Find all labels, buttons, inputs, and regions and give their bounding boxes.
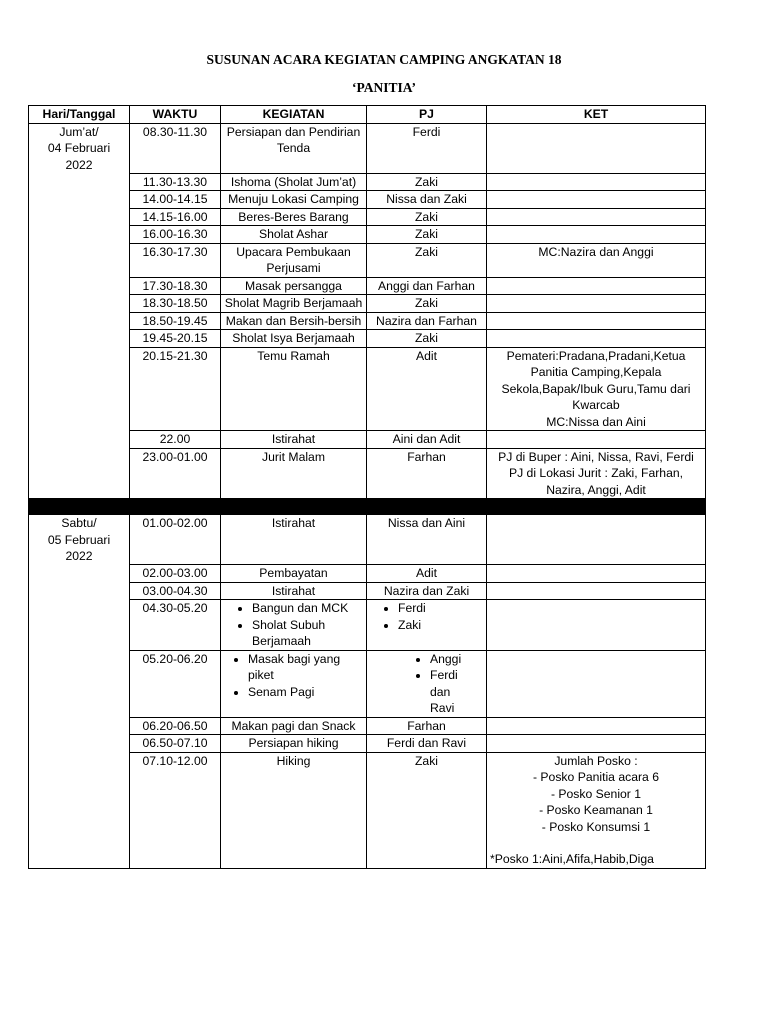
waktu-cell: 23.00-01.00 — [130, 448, 221, 499]
waktu-cell: 03.00-04.30 — [130, 582, 221, 600]
pj-cell: Zaki — [367, 173, 487, 191]
ket-cell — [487, 347, 706, 431]
day2-date: 05 Februari — [47, 532, 111, 547]
table-row — [29, 191, 706, 209]
document-subtitle: ‘PANITIA’ — [352, 80, 416, 95]
pj-list — [370, 651, 483, 717]
ket-pj-buper: PJ di Buper : Aini, Nissa, Ravi, Ferdi — [498, 449, 694, 464]
header-pj: PJ — [367, 106, 487, 124]
ket-cell — [487, 226, 706, 244]
kegiatan-cell: Istirahat — [221, 582, 367, 600]
pj-cell: Adit — [367, 565, 487, 583]
table-row — [29, 448, 706, 499]
day2-label-cell — [29, 515, 130, 869]
pj-cell: Farhan — [367, 448, 487, 499]
ket-cell — [487, 208, 706, 226]
header-hari-tanggal: Hari/Tanggal — [29, 106, 130, 124]
ket-cell — [487, 515, 706, 565]
kegiatan-cell: Makan pagi dan Snack — [221, 717, 367, 735]
pj-cell — [367, 650, 487, 717]
kegiatan-cell: Sholat Isya Berjamaah — [221, 330, 367, 348]
ket-cell — [487, 431, 706, 449]
kegiatan-cell: Istirahat — [221, 431, 367, 449]
pj-cell: Nissa dan Aini — [367, 515, 487, 565]
pj-cell: Farhan — [367, 717, 487, 735]
table-row — [29, 123, 706, 173]
kegiatan-cell: Makan dan Bersih-bersih — [221, 312, 367, 330]
ket-cell — [487, 717, 706, 735]
table-row — [29, 431, 706, 449]
ket-pj-jurit: PJ di Lokasi Jurit : Zaki, Farhan, Nazira, Anggi, Adit — [508, 466, 684, 497]
ket-cell — [487, 752, 706, 868]
waktu-cell: 05.20-06.20 — [130, 650, 221, 717]
waktu-cell: 18.50-19.45 — [130, 312, 221, 330]
waktu-cell: 22.00 — [130, 431, 221, 449]
waktu-cell: 04.30-05.20 — [130, 600, 221, 651]
ket-posko-note: *Posko 1:Aini,Afifa,Habib,Diga — [490, 852, 654, 866]
kegiatan-cell: Persiapan dan Pendirian Tenda — [221, 123, 367, 173]
ket-cell — [487, 448, 706, 499]
kegiatan-cell: Temu Ramah — [221, 347, 367, 431]
waktu-cell: 11.30-13.30 — [130, 173, 221, 191]
ket-pemateri: Pemateri:Pradana,Pradani,Ketua Panitia Camping,Kepala Sekola,Bapak/Ibuk Guru,Tamu dari Kwarcab — [501, 348, 691, 412]
ket-cell: MC:Nazira dan Anggi — [487, 243, 706, 277]
waktu-cell: 14.00-14.15 — [130, 191, 221, 209]
kegiatan-cell: Istirahat — [221, 515, 367, 565]
separator-bar — [29, 499, 706, 515]
table-row — [29, 582, 706, 600]
pj-cell: Aini dan Adit — [367, 431, 487, 449]
table-row — [29, 565, 706, 583]
pj-cell: Anggi dan Farhan — [367, 277, 487, 295]
pj-cell: Ferdi — [367, 123, 487, 173]
ket-cell — [487, 330, 706, 348]
ket-cell — [487, 312, 706, 330]
kegiatan-cell: Sholat Magrib Berjamaah — [221, 295, 367, 313]
kegiatan-cell — [221, 600, 367, 651]
day1-label: Jum’at/ — [59, 124, 99, 139]
list-item: • Sholat Subuh Berjamaah — [252, 617, 363, 650]
waktu-cell: 17.30-18.30 — [130, 277, 221, 295]
list-item: • Ferdi dan Ravi — [430, 667, 443, 717]
table-row — [29, 243, 706, 277]
table-row — [29, 600, 706, 651]
list-item: • Zaki — [398, 617, 483, 634]
header-ket: KET — [487, 106, 706, 124]
day1-year: 2022 — [65, 157, 93, 172]
waktu-cell: 16.30-17.30 — [130, 243, 221, 277]
pj-cell: Zaki — [367, 295, 487, 313]
ket-posko-line: - Posko Konsumsi 1 — [541, 819, 651, 834]
pj-cell: Zaki — [367, 752, 487, 868]
header-waktu: WAKTU — [130, 106, 221, 124]
waktu-cell: 20.15-21.30 — [130, 347, 221, 431]
ket-mc: MC:Nissa dan Aini — [546, 414, 646, 429]
ket-cell — [487, 191, 706, 209]
pj-cell — [367, 600, 487, 651]
ket-cell — [487, 650, 706, 717]
ket-posko-line: - Posko Panitia acara 6 — [532, 770, 659, 784]
day2-label: Sabtu/ — [61, 516, 97, 530]
ket-cell — [487, 277, 706, 295]
kegiatan-cell: Upacara Pembukaan Perjusami — [221, 243, 367, 277]
list-item: • Anggi — [430, 651, 443, 668]
table-header-row — [29, 106, 706, 124]
ket-posko-heading: Jumlah Posko : — [554, 753, 638, 768]
waktu-cell: 18.30-18.50 — [130, 295, 221, 313]
waktu-cell: 16.00-16.30 — [130, 226, 221, 244]
waktu-cell: 07.10-12.00 — [130, 752, 221, 868]
kegiatan-list — [224, 651, 363, 701]
ket-cell — [487, 582, 706, 600]
waktu-cell: 14.15-16.00 — [130, 208, 221, 226]
table-row — [29, 226, 706, 244]
pj-cell: Zaki — [367, 330, 487, 348]
pj-list — [370, 600, 483, 633]
pj-cell: Zaki — [367, 208, 487, 226]
ket-cell — [487, 565, 706, 583]
ket-cell — [487, 173, 706, 191]
table-row — [29, 173, 706, 191]
table-row — [29, 717, 706, 735]
pj-cell: Zaki — [367, 226, 487, 244]
ket-cell — [487, 735, 706, 753]
kegiatan-list — [224, 600, 363, 650]
waktu-cell: 19.45-20.15 — [130, 330, 221, 348]
kegiatan-cell: Sholat Ashar — [221, 226, 367, 244]
table-row — [29, 650, 706, 717]
schedule-table — [28, 105, 706, 869]
kegiatan-cell: Menuju Lokasi Camping — [221, 191, 367, 209]
day1-date: 04 Februari — [47, 141, 111, 155]
table-row — [29, 735, 706, 753]
table-row — [29, 330, 706, 348]
waktu-cell: 08.30-11.30 — [130, 123, 221, 173]
ket-cell — [487, 295, 706, 313]
document-title: SUSUNAN ACARA KEGIATAN CAMPING ANGKATAN 18 — [206, 52, 562, 67]
ket-cell — [487, 600, 706, 651]
table-row — [29, 312, 706, 330]
pj-cell: Nissa dan Zaki — [367, 191, 487, 209]
table-row — [29, 208, 706, 226]
day1-label-cell — [29, 123, 130, 499]
header-kegiatan: KEGIATAN — [221, 106, 367, 124]
table-row — [29, 295, 706, 313]
kegiatan-cell: Hiking — [221, 752, 367, 868]
pj-cell: Nazira dan Farhan — [367, 312, 487, 330]
kegiatan-cell: Beres-Beres Barang — [221, 208, 367, 226]
table-row — [29, 515, 706, 565]
kegiatan-cell: Persiapan hiking — [221, 735, 367, 753]
list-item: • Bangun dan MCK — [252, 600, 363, 617]
pj-cell: Adit — [367, 347, 487, 431]
ket-posko-line: - Posko Senior 1 — [550, 786, 642, 801]
list-item: • Masak bagi yang piket — [248, 651, 363, 684]
waktu-cell: 06.50-07.10 — [130, 735, 221, 753]
kegiatan-cell: Masak persangga — [221, 277, 367, 295]
pj-cell: Zaki — [367, 243, 487, 277]
kegiatan-cell: Pembayatan — [221, 565, 367, 583]
waktu-cell: 06.20-06.50 — [130, 717, 221, 735]
pj-cell: Nazira dan Zaki — [367, 582, 487, 600]
kegiatan-cell: Jurit Malam — [221, 448, 367, 499]
list-item: • Senam Pagi — [248, 684, 363, 701]
kegiatan-cell: Ishoma (Sholat Jum’at) — [221, 173, 367, 191]
waktu-cell: 02.00-03.00 — [130, 565, 221, 583]
pj-cell: Ferdi dan Ravi — [367, 735, 487, 753]
table-row — [29, 347, 706, 431]
table-row — [29, 277, 706, 295]
day-separator — [29, 499, 706, 515]
day2-year: 2022 — [65, 549, 93, 563]
waktu-cell: 01.00-02.00 — [130, 515, 221, 565]
table-row — [29, 752, 706, 868]
ket-cell — [487, 123, 706, 173]
kegiatan-cell — [221, 650, 367, 717]
ket-posko-line: - Posko Keamanan 1 — [539, 803, 653, 817]
list-item: • Ferdi — [398, 600, 483, 617]
